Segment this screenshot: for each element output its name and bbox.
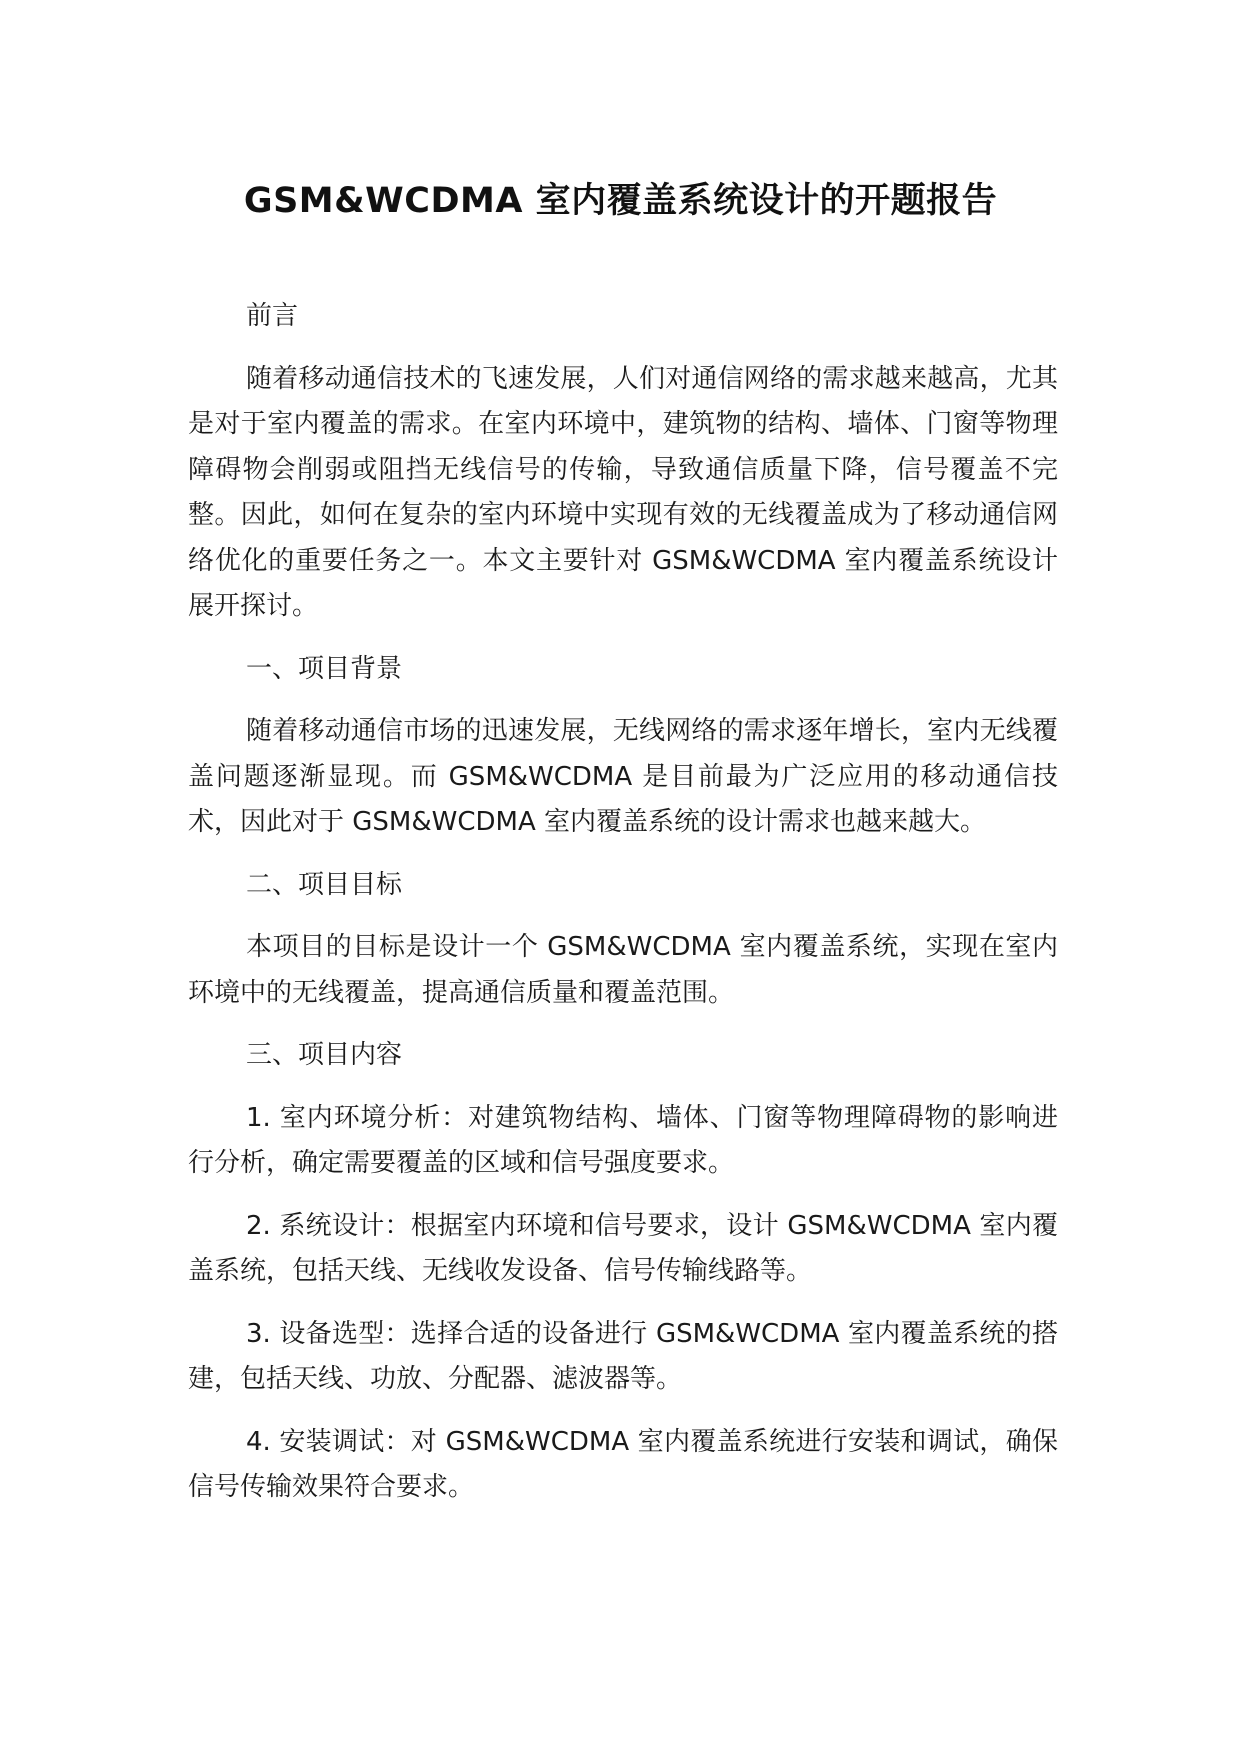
background-paragraph: 随着移动通信市场的迅速发展，无线网络的需求逐年增长，室内无线覆盖问题逐渐显现。而 GSM&WCDMA 是目前最为广泛应用的移动通信技术，因此对于 GSM&WCDMA 室内覆盖系统的设计需求也越来越大。 bbox=[188, 716, 1058, 837]
content-item-1: 1. 室内环境分析：对建筑物结构、墙体、门窗等物理障碍物的影响进行分析，确定需要覆盖的区域和信号强度要求。 bbox=[188, 1102, 1058, 1178]
section-heading-content: 三、项目内容 bbox=[246, 1040, 403, 1070]
document-body bbox=[188, 294, 1058, 1511]
goal-paragraph: 本项目的目标是设计一个 GSM&WCDMA 室内覆盖系统，实现在室内环境中的无线覆盖，提高通信质量和覆盖范围。 bbox=[188, 932, 1058, 1008]
preface-paragraph: 随着移动通信技术的飞速发展，人们对通信网络的需求越来越高，尤其是对于室内覆盖的需求。在室内环境中，建筑物的结构、墙体、门窗等物理障碍物会削弱或阻挡无线信号的传输，导致通信质量下降，信号覆盖不完整。因此，如何在复杂的室内环境中实现有效的无线覆盖成为了移动通信网络优化的重要任务之一。本文主要针对 GSM&WCDMA 室内覆盖系统设计展开探讨。 bbox=[188, 363, 1058, 621]
content-item-3: 3. 设备选型：选择合适的设备进行 GSM&WCDMA 室内覆盖系统的搭建，包括天线、功放、分配器、滤波器等。 bbox=[188, 1318, 1058, 1394]
content-item-4: 4. 安装调试：对 GSM&WCDMA 室内覆盖系统进行安装和调试，确保信号传输效果符合要求。 bbox=[188, 1426, 1058, 1502]
section-heading-goal: 二、项目目标 bbox=[246, 869, 403, 900]
preface-heading: 前言 bbox=[246, 301, 299, 331]
page-title: GSM&WCDMA 室内覆盖系统设计的开题报告 bbox=[243, 181, 998, 221]
section-heading-background: 一、项目背景 bbox=[246, 653, 403, 684]
content-item-2: 2. 系统设计：根据室内环境和信号要求，设计 GSM&WCDMA 室内覆盖系统，包括天线、无线收发设备、信号传输线路等。 bbox=[188, 1210, 1058, 1286]
